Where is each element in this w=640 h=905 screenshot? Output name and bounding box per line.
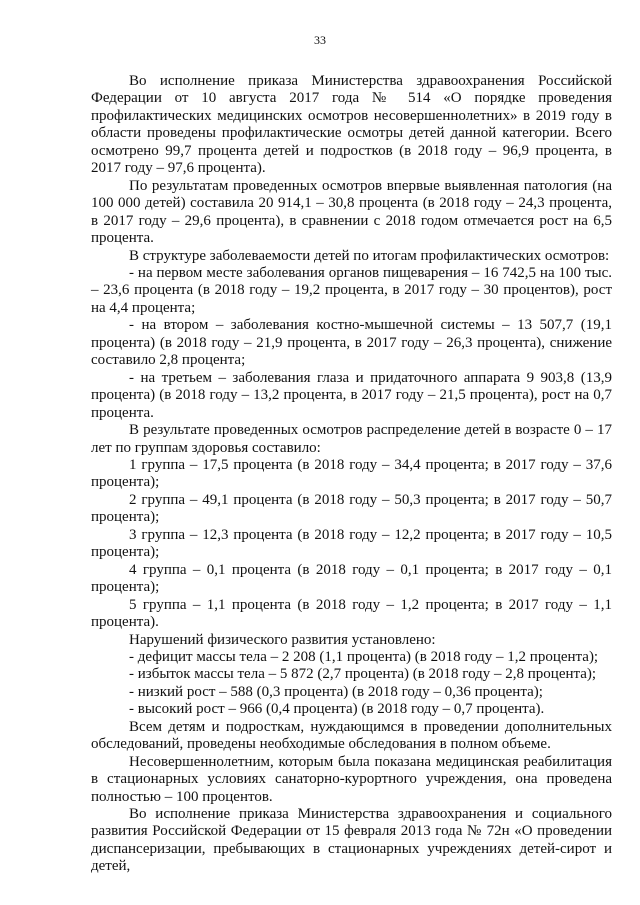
document-body — [91, 73, 612, 876]
paragraph-morbidity-structure: В структуре заболеваемости детей по итогам профилактических осмотров: — [129, 247, 610, 264]
list-item-low-height: - низкий рост – 588 (0,3 процента) (в 2018 году – 0,36 процента); — [129, 683, 543, 700]
list-item-weight-excess: - избыток массы тела – 5 872 (2,7 процента) (в 2018 году – 2,8 процента); — [129, 666, 597, 683]
paragraph-health-groups-intro: В результате проведенных осмотров распределение детей в возрасте 0 – 17 лет по группам здоровья составило: — [91, 422, 612, 456]
paragraph-additional-examinations: Всем детям и подросткам, нуждающимся в проведении дополнительных обследований, проведены необходимые обследования в полном объеме. — [91, 718, 612, 753]
list-item-health-group-3: 3 группа – 12,3 процента (в 2018 году – 12,2 процента; в 2017 году – 10,5 процента); — [91, 526, 612, 561]
paragraph-intro-order-514: Во исполнение приказа Министерства здравоохранения Российской Федерации от 10 августа 2017 года № 514 «О порядке проведения профилактических медицинских осмотров несовершеннолетних» в 2019 году в области проведены профилактические осмотры детей данной категории. Всего осмотрено 99,7 процента детей и подростков (в 2018 году – 96,9 процента, в 2017 году – 97,6 процента). — [91, 73, 612, 177]
list-item-first-place: - на первом месте заболевания органов пищеварения – 16 742,5 на 100 тыс. – 23,6 процента (в 2018 году – 19,2 процента, в 2017 году – 30 процентов), рост на 4,4 процента; — [91, 264, 612, 316]
list-item-second-place: - на втором – заболевания костно-мышечной системы – 13 507,7 (19,1 процента) (в 2018 году – 21,9 процента, в 2017 году – 26,3 процента), снижение составило 2,8 процента; — [91, 317, 612, 369]
paragraph-order-72n: Во исполнение приказа Министерства здравоохранения и социального развития Российской Федерации от 15 февраля 2013 года № 72н «О проведении диспансеризации, пребывающих в стационарных учреждениях детей-сирот и детей, — [91, 806, 612, 875]
list-item-health-group-1: 1 группа – 17,5 процента (в 2018 году – 34,4 процента; в 2017 году – 37,6 процента); — [91, 456, 612, 491]
paragraph-physical-development-intro: Нарушений физического развития установлено: — [129, 631, 436, 648]
paragraph-rehabilitation: Несовершеннолетним, которым была показана медицинская реабилитация в стационарных условиях санаторно-курортного учреждения, она проведена полностью – 100 процентов. — [91, 753, 612, 805]
list-item-weight-deficit: - дефицит массы тела – 2 208 (1,1 процента) (в 2018 году – 1,2 процента); — [129, 648, 599, 665]
list-item-health-group-4: 4 группа – 0,1 процента (в 2018 году – 0,1 процента; в 2017 году – 0,1 процента); — [91, 561, 612, 596]
list-item-health-group-5: 5 группа – 1,1 процента (в 2018 году – 1,2 процента; в 2017 году – 1,1 процента). — [91, 596, 612, 631]
list-item-high-height: - высокий рост – 966 (0,4 процента) (в 2018 году – 0,7 процента). — [129, 701, 545, 718]
page-number: 33 — [314, 33, 326, 47]
list-item-health-group-2: 2 группа – 49,1 процента (в 2018 году – 50,3 процента; в 2017 году – 50,7 процента); — [91, 491, 612, 526]
paragraph-pathology-results: По результатам проведенных осмотров впервые выявленная патология (на 100 000 детей) составила 20 914,1 – 30,8 процента (в 2018 году – 24,3 процента, в 2017 году – 29,6 процента), в сравнении с 2018 годом отмечается рост на 6,5 процента. — [91, 177, 612, 247]
list-item-third-place: - на третьем – заболевания глаза и придаточного аппарата 9 903,8 (13,9 процента) (в 2018 году – 13,2 процента, в 2017 году – 21,5 процента), рост на 0,7 процента. — [91, 369, 612, 421]
